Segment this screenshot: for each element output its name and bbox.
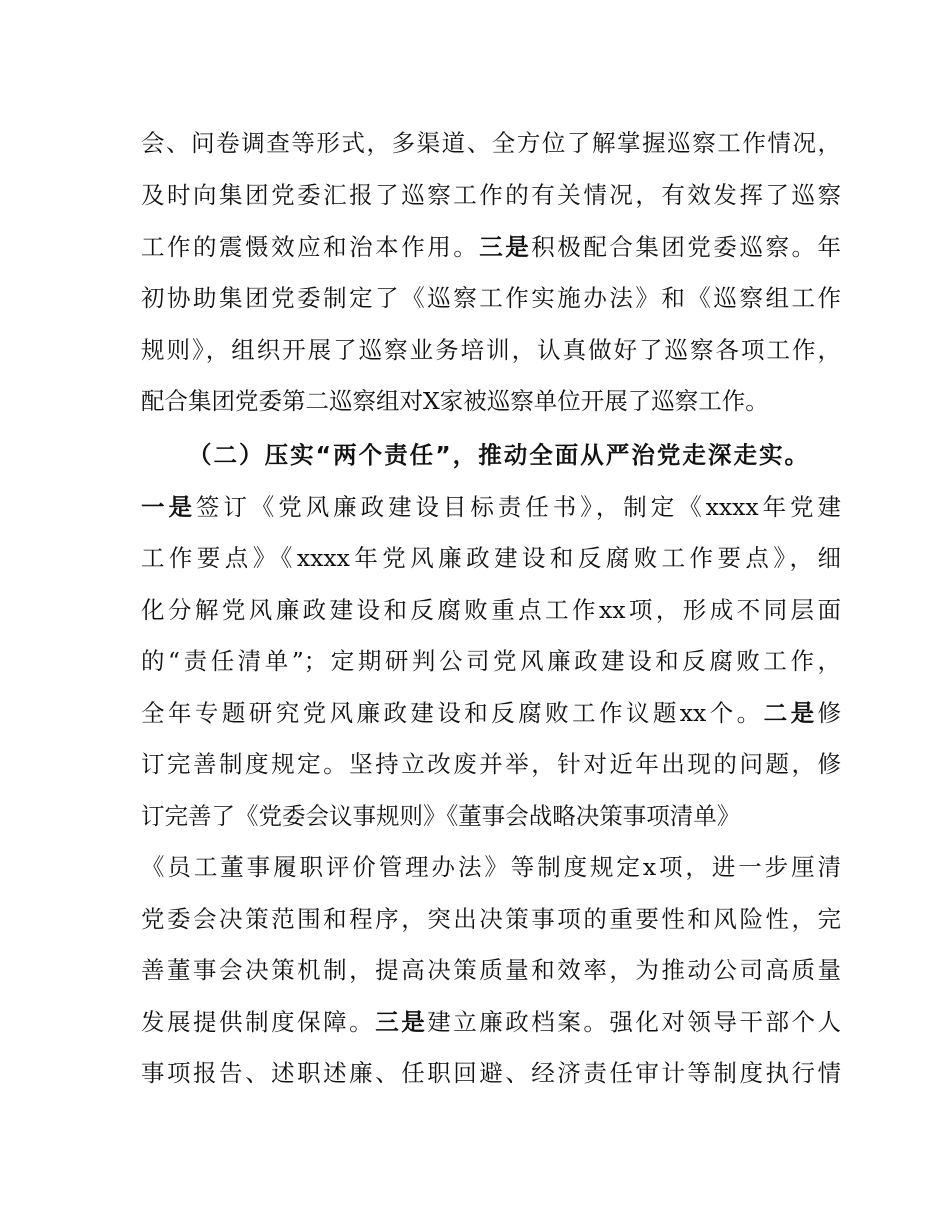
text-line (141, 335, 841, 365)
body-text: 规则》，组织开展了巡察业务培训，认真做好了巡察各项工作， (141, 336, 841, 364)
text-line (141, 749, 841, 779)
body-text: 全年专题研究党风廉政建设和反腐败工作议题xx个。 (141, 699, 764, 727)
body-text: 工作要点》《xxxx年党风廉政建设和反腐败工作要点》，细 (141, 544, 841, 572)
body-text: 签订《党风廉政建设目标责任书》，制定《xxxx年党建 (195, 493, 842, 521)
body-text: 化分解党风廉政建设和反腐败重点工作xx项，形成不同层面 (141, 596, 841, 624)
text-line (141, 595, 841, 625)
body-text: 订完善制度规定。坚持立改废并举，针对近年出现的问题，修 (141, 750, 841, 778)
body-text: 事项报告、述职述廉、任职回避、经济责任审计等制度执行情 (141, 1059, 841, 1087)
bold-text: 二是 (763, 699, 818, 727)
body-text: 党委会决策范围和程序，突出决策事项的重要性和风险性，完 (141, 905, 841, 933)
text-line (141, 852, 841, 882)
body-text: 会、问卷调查等形式，多渠道、全方位了解掌握巡察工作情况， (141, 129, 841, 157)
body-text: 初协助集团党委制定了《巡察工作实施办法》和《巡察组工作 (141, 284, 841, 312)
bold-text: 三是 (479, 233, 532, 261)
body-text: 《员工董事履职评价管理办法》等制度规定x项，进一步厘清 (141, 853, 841, 881)
text-line (141, 801, 841, 831)
text-line (141, 698, 841, 728)
text-line (141, 386, 841, 416)
body-text: 订完善了《党委会议事规则》《董事会战略决策事项清单》 (141, 802, 741, 830)
body-text: 积极配合集团党委巡察。年 (531, 233, 842, 261)
section-heading (188, 440, 808, 470)
text-line (141, 128, 841, 158)
text-line (141, 646, 841, 676)
bold-text: 一是 (141, 493, 196, 521)
text-line (141, 180, 841, 210)
text-line (141, 1058, 841, 1088)
body-text: 的“责任清单”；定期研判公司党风廉政建设和反腐败工作， (141, 647, 841, 675)
text-line (141, 955, 841, 985)
body-text: 发展提供制度保障。 (141, 1008, 376, 1036)
text-line (141, 1007, 841, 1037)
body-text: 善董事会决策机制，提高决策质量和效率，为推动公司高质量 (141, 956, 841, 984)
body-text: 工作的震慑效应和治本作用。 (141, 233, 480, 261)
text-line (141, 283, 841, 313)
body-text: 及时向集团党委汇报了巡察工作的有关情况，有效发挥了巡察 (141, 181, 841, 209)
body-text: 修 (817, 699, 842, 727)
body-text: 配合集团党委第二巡察组对X家被巡察单位开展了巡察工作。 (141, 387, 769, 415)
text-line (141, 232, 841, 262)
text-line (141, 492, 841, 522)
text-line (141, 904, 841, 934)
bold-text: （二）压实“两个责任”，推动全面从严治党走深走实。 (188, 441, 808, 469)
body-text: 建立廉政档案。强化对领导干部个人 (427, 1008, 842, 1036)
bold-text: 三是 (375, 1008, 428, 1036)
text-line (141, 543, 841, 573)
